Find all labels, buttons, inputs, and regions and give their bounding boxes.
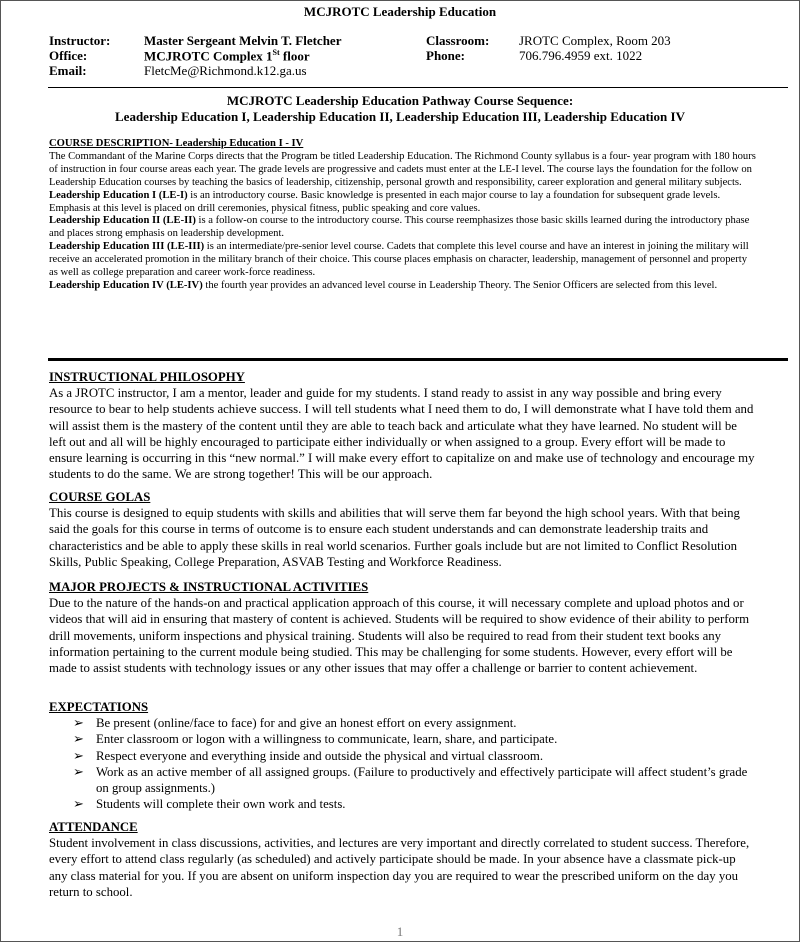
expectations-heading: EXPECTATIONS: [49, 700, 149, 714]
page-number: 1: [396, 924, 404, 939]
list-item: ➢ Work as an active member of all assigned groups. (Failure to productively and effectively participate will affect student’s grade on group assignments.): [73, 764, 748, 796]
course-description-heading: COURSE DESCRIPTION- Leadership Education I - IV: [49, 138, 304, 149]
le2-paragraph: Leadership Education II (LE-II) is a follow-on course to the introductory course. This course reemphasizes those basic skills learned during the introductory phase and places strong emphasis on leadership development.: [49, 215, 750, 240]
projects-text: Due to the nature of the hands-on and practical application approach of this course, it will necessary complete and upload photos and or videos that will aid in ensuring that mastery of content is achieved. Students will be required to show evidence of their ability to perform drill movements, uniform inspections and physical training. Students will also be required to read from their student text books any information pertaining to the current module being studied. This may be challenging for some students. However, every effort will be made to assist students with technology issues or any other issues that may offer a challenge or barrier to content achievement.: [49, 596, 750, 676]
philosophy-text: As a JROTC instructor, I am a mentor, leader and guide for my students. I stand ready to assist in any way possible and bring every resource to bear to help students achieve success. I will tell students what I need them to do, I will demonstrate what I have told them and will assist them is the mastery of the content until they are able to teach back and articulate what they have learned. No student will be left out and all will be highly encouraged to participate either individually or when assigned to a group. Every effort will be made to ensure learning is occurring in this “new normal.” I will make every effort to capitalize on and make use of technology and encourage my students to do the same. We are strong together! This will be our approach.: [49, 386, 755, 482]
course-description: [49, 138, 757, 293]
instructor-label: Instructor:: [49, 33, 111, 48]
phone-value: 706.796.4959 ext. 1022: [519, 48, 643, 63]
attendance-heading: ATTENDANCE: [49, 820, 138, 834]
goals-text: This course is designed to equip students with skills and abilities that will serve them far beyond the high school years. With that being said the goals for this course in terms of outcome is to ensure each student understands and can demonstrate leadership traits and characteristics and be able to apply these skills in real world scenarios. Further goals include but are not limited to Conflict Resolution Skills, Public Speaking, College Preparation, ASVAB Testing and Workforce Readiness.: [49, 506, 740, 569]
expectations-section: [49, 699, 757, 812]
instructor-value: Master Sergeant Melvin T. Fletcher: [144, 33, 342, 48]
arrow-bullet-icon: ➢: [73, 732, 84, 747]
email-value[interactable]: FletcMe@Richmond.k12.ga.us: [144, 63, 307, 78]
attendance-text: Student involvement in class discussions, activities, and lectures are very important and directly correlated to student success. Therefore, every effort to attend class regularly (as scheduled) and actively participate should be made. In your absence have a classmate pick-up any class material for you. If you are absent on uniform inspection day you are required to wear the prescribed uniform on the day you return to school.: [49, 836, 750, 899]
projects-heading: MAJOR PROJECTS & INSTRUCTIONAL ACTIVITIES: [49, 580, 369, 594]
list-item: ➢ Respect everyone and everything inside and outside the physical and virtual classroom.: [73, 748, 544, 763]
classroom-value: JROTC Complex, Room 203: [519, 33, 671, 48]
projects-section: [49, 579, 757, 676]
philosophy-heading: INSTRUCTIONAL PHILOSOPHY: [49, 370, 245, 384]
pathway-line2: Leadership Education I, Leadership Education II, Leadership Education III, Leadership Education IV: [115, 109, 685, 124]
arrow-bullet-icon: ➢: [73, 764, 84, 779]
section-divider: [48, 358, 788, 361]
goals-heading: COURSE GOLAS: [49, 490, 151, 504]
course-description-intro: The Commandant of the Marine Corps directs that the Program be titled Leadership Education. The Richmond County syllabus is a four- year program with 180 hours of instruction in four course areas each year. The grade levels are progressive and cadets must enter at the LE-I level. The course lays the foundation for the follow on Leadership Education courses by teaching the basics of leadership, citizenship, personal growth and responsibility, career exploration and general military subjects.: [49, 150, 756, 188]
le4-paragraph: Leadership Education IV (LE-IV) the fourth year provides an advanced level course in Leadership Theory. The Senior Officers are selected from this level.: [49, 279, 718, 291]
le3-paragraph: Leadership Education III (LE-III) is an intermediate/pre-senior level course. Cadets that complete this level course and have an interest in joining the military will receive an accelerated promotion in the military branch of their choice. This course places emphasis on character, leadership, management of personnel and property as well as college preparation and career work-force readiness.: [49, 241, 749, 279]
le1-paragraph: Leadership Education I (LE-I) is an introductory course. Basic knowledge is presented in each major course to lay a foundation for subsequent grade levels. Emphasis at this level is placed on drill ceremonies, physical fitness, public speaking and core values.: [49, 189, 721, 214]
expectations-list: [49, 715, 757, 812]
classroom-label: Classroom:: [426, 33, 490, 48]
list-item: ➢ Be present (online/face to face) for and give an honest effort on every assignment.: [73, 716, 517, 731]
list-item: ➢ Enter classroom or logon with a willingness to communicate, learn, share, and participate.: [73, 732, 558, 747]
header-divider: [48, 87, 788, 88]
goals-section: [49, 489, 757, 570]
attendance-section: [49, 819, 757, 900]
document-title: MCJROTC Leadership Education: [303, 4, 497, 19]
pathway-line1: MCJROTC Leadership Education Pathway Course Sequence:: [226, 93, 574, 108]
arrow-bullet-icon: ➢: [73, 716, 84, 731]
arrow-bullet-icon: ➢: [73, 797, 84, 812]
email-label: Email:: [49, 63, 87, 78]
office-label: Office:: [49, 48, 88, 63]
office-value: MCJROTC Complex 1St floor: [144, 48, 310, 64]
list-item: ➢ Students will complete their own work and tests.: [73, 797, 346, 812]
arrow-bullet-icon: ➢: [73, 748, 84, 763]
philosophy-section: [49, 369, 757, 482]
phone-label: Phone:: [426, 48, 465, 63]
